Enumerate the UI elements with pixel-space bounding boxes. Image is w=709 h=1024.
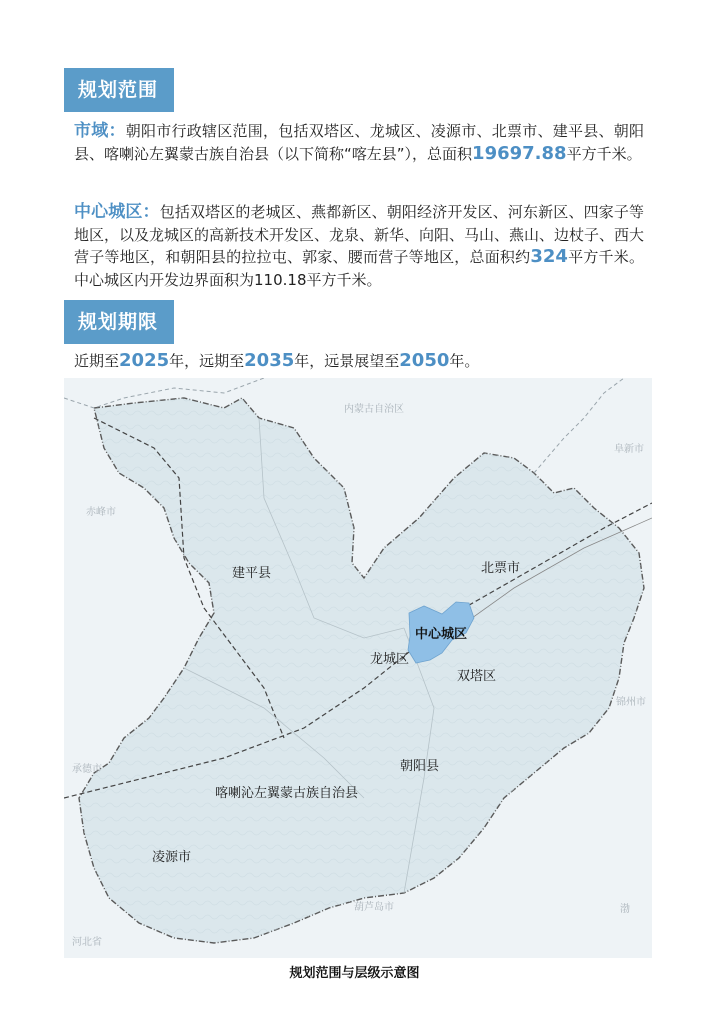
period-paragraph bbox=[74, 350, 644, 373]
map-label-chengde: 承德市 bbox=[72, 764, 102, 775]
city-scope-text: 朝阳市行政辖区范围，包括双塔区、龙城区、凌源市、北票市、建平县、朝阳县、喀喇沁左翼蒙古族自治县（以下简称“喀左县”），总面积 bbox=[74, 122, 644, 163]
map-label-beipiao: 北票市 bbox=[481, 561, 521, 576]
center-scope-text: 包括双塔区的老城区、燕都新区、朝阳经济开发区、河东新区、四家子等地区，以及龙城区的高新技术开发区、龙泉、新华、向阳、马山、燕山、边杖子、西大营子等地区，和朝阳县的拉拉屯、郭家、腰而营子等地区，总面积约 bbox=[74, 203, 645, 266]
map-label-longcheng: 龙城区 bbox=[370, 652, 410, 667]
section-title-scope: 规划范围 bbox=[64, 68, 174, 112]
city-area-unit: 平方千米。 bbox=[566, 144, 642, 163]
city-scope-paragraph bbox=[74, 120, 644, 165]
map-label-bohai: 渤 bbox=[620, 904, 630, 915]
map-label-core: 中心城区 bbox=[415, 627, 468, 642]
center-scope-label: 中心城区： bbox=[74, 202, 160, 222]
map-label-lingyuan: 凌源市 bbox=[152, 850, 192, 865]
period-year-far: 2035 bbox=[244, 350, 295, 371]
center-area-unit: 平方千米。中心城区内开发边界面积为110.18平方千米。 bbox=[74, 248, 644, 289]
period-year-near: 2025 bbox=[119, 350, 170, 371]
section-title-period: 规划期限 bbox=[64, 300, 174, 344]
map-label-neimenggu: 内蒙古自治区 bbox=[344, 404, 404, 415]
center-scope-paragraph bbox=[74, 201, 644, 291]
map-graphic bbox=[64, 378, 652, 958]
period-text-4: 年。 bbox=[449, 352, 480, 370]
period-year-vision: 2050 bbox=[399, 350, 450, 371]
map-label-chaoyangxian: 朝阳县 bbox=[400, 759, 440, 774]
map-label-chifeng: 赤峰市 bbox=[86, 507, 116, 518]
center-area-value: 324 bbox=[530, 246, 568, 267]
map-caption: 规划范围与层级示意图 bbox=[289, 966, 420, 981]
period-text-3: 年，远景展望至 bbox=[294, 352, 400, 370]
map-label-jianping: 建平县 bbox=[232, 566, 272, 581]
planning-scope-map bbox=[64, 378, 652, 958]
map-label-jinzhou: 锦州市 bbox=[616, 697, 646, 708]
map-label-hebei: 河北省 bbox=[72, 937, 102, 948]
map-label-shuangta: 双塔区 bbox=[457, 669, 497, 684]
map-label-huludao: 葫芦岛市 bbox=[354, 902, 394, 913]
map-label-fuxin: 阜新市 bbox=[614, 444, 644, 455]
city-area-value: 19697.88 bbox=[472, 142, 567, 164]
period-text-2: 年，远期至 bbox=[169, 352, 245, 370]
period-text-1: 近期至 bbox=[74, 352, 120, 370]
city-scope-label: 市域： bbox=[74, 121, 126, 141]
map-label-kazuo: 喀喇沁左翼蒙古族自治县 bbox=[215, 786, 359, 801]
